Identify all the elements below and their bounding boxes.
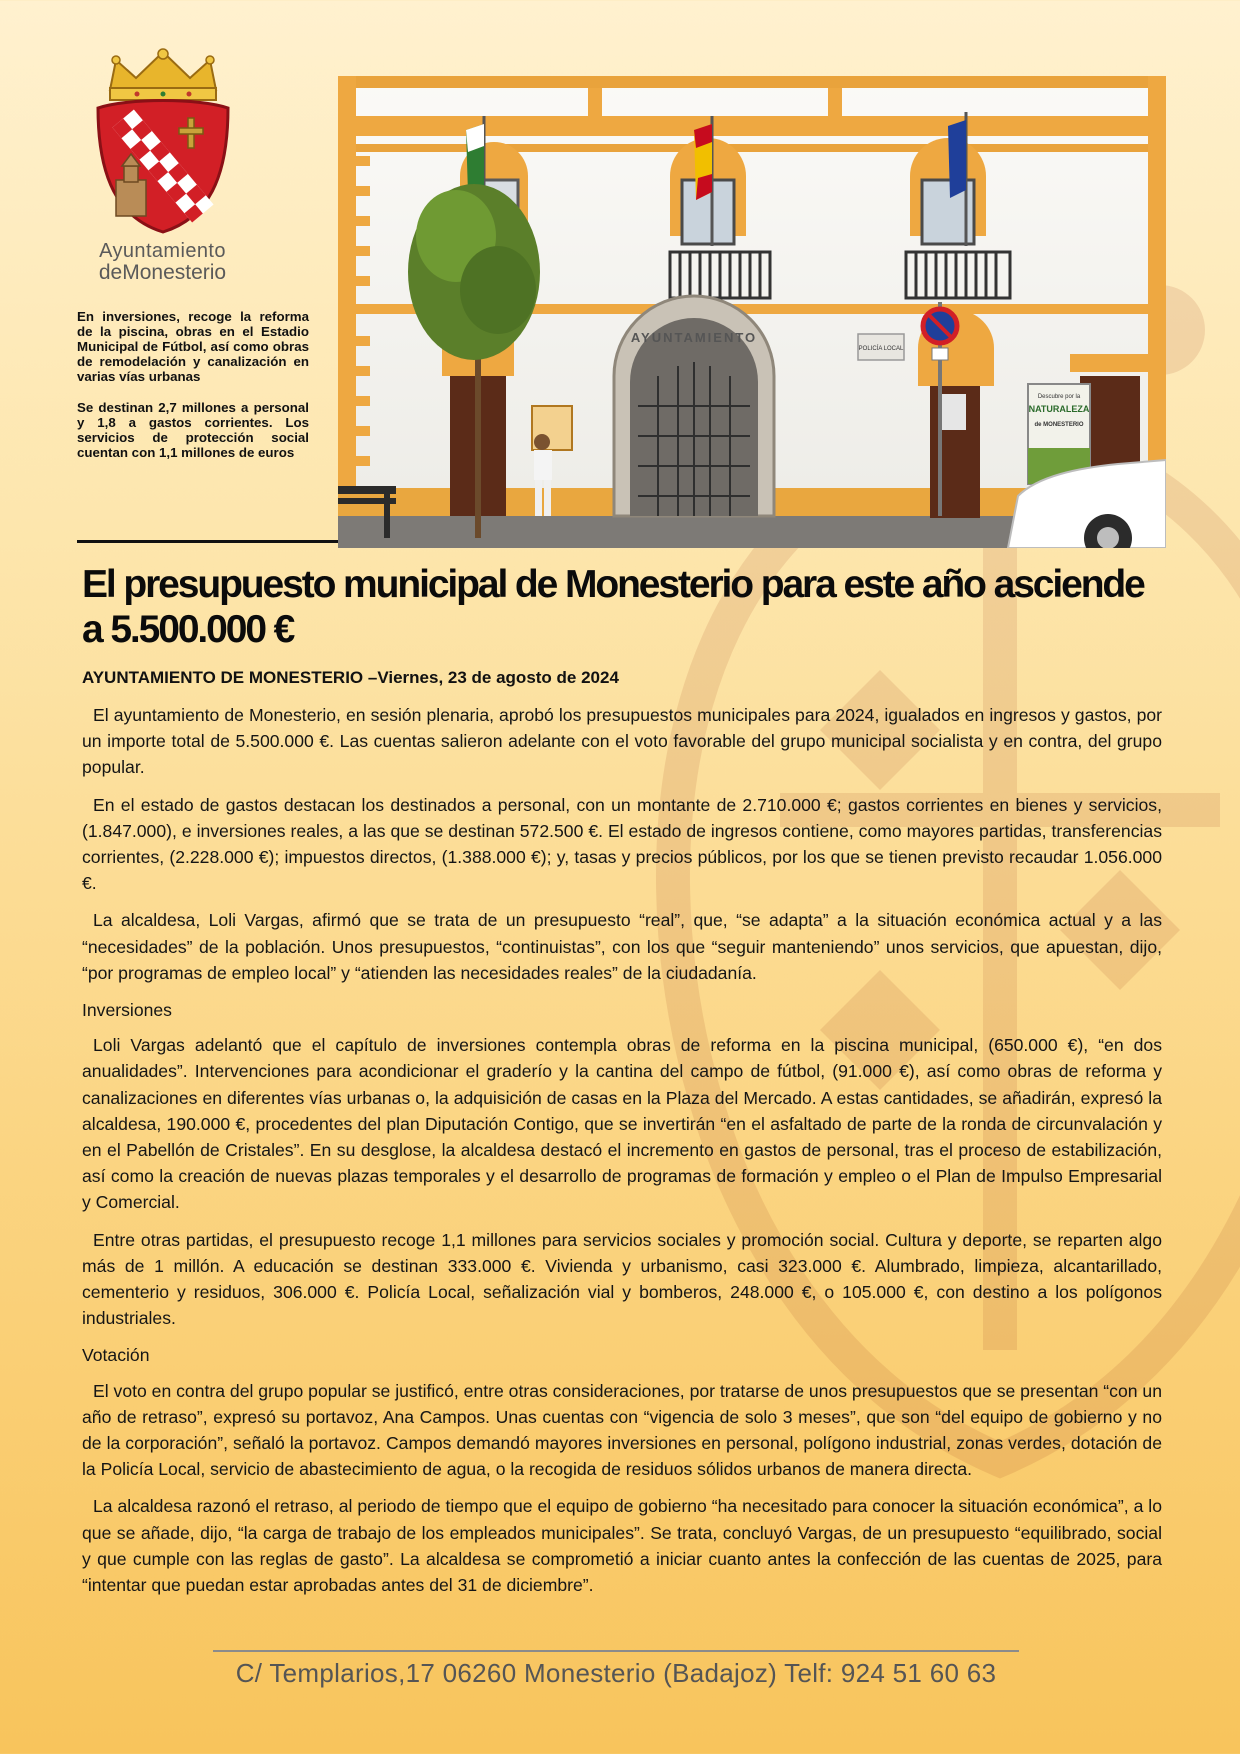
article-dateline: AYUNTAMIENTO DE MONESTERIO –Viernes, 23 de agosto de 2024	[82, 668, 619, 687]
article-paragraph: El ayuntamiento de Monesterio, en sesión plenaria, aprobó los presupuestos municipales para 2024, igualados en ingresos y gastos, por un importe total de 5.500.000 €. Las cuentas salieron adelante con el voto favorable del grupo municipal socialista y en contra, del grupo popular.	[82, 705, 1162, 778]
banner-bottom: de MONESTERIO	[1034, 422, 1084, 428]
police-plaque: POLICÍA LOCAL	[858, 346, 904, 352]
logo-line-1: Ayuntamiento	[99, 240, 226, 262]
banner-top: Descubre por la	[1037, 394, 1081, 400]
sidebar-highlight-1: En inversiones, recoge la reforma de la piscina, obras en el Estadio Municipal de Fútbol, así como obras de remodelación y canalización en varias vías urbanas	[77, 309, 309, 384]
section-heading-inversiones: Inversiones	[82, 1000, 172, 1021]
article-paragraph: Entre otras partidas, el presupuesto recoge 1,1 millones para servicios sociales y promoción social. Cultura y deporte, se reparten algo más de 1 millón. A educación se destinan 333.000 €. Vivienda y urbanismo, casi 323.000 €. Alumbrado, limpieza, alcantarillado, cementerio y residuos, 306.000 €. Policía Local, señalización vial y bomberos, 248.000 €, o 105.000 €, con destino a los polígonos industriales.	[82, 1229, 1162, 1329]
sidebar-highlight-2: Se destinan 2,7 millones a personal y 1,8 a gastos corrientes. Los servicios de protección social cuentan con 1,1 millones de euros	[77, 400, 309, 460]
footer-address: C/ Templarios,17 06260 Monesterio (Badajoz) Telf: 924 51 60 63	[235, 1658, 997, 1688]
coat-of-arms-logo-icon	[88, 48, 238, 238]
article-headline: El presupuesto municipal de Monesterio para este año asciende a 5.500.000 €	[82, 563, 1144, 651]
article-body	[82, 702, 1162, 1609]
town-hall-photo	[338, 76, 1166, 548]
article-paragraph: El voto en contra del grupo popular se justificó, entre otras consideraciones, por tratarse de unos presupuestos que se presentan “con un año de retraso”, expresó su portavoz, Ana Campos. Unas cuentas con “vigencia de solo 3 meses”, que son “del equipo de gobierno y no de la corporación”, señaló la portavoz. Campos demandó mayores inversiones en personal, polígono industrial, zonas verdes, dotación de la Policía Local, servicio de abastecimiento de agua, o la recogida de residuos sólidos urbanos de manera directa.	[82, 1380, 1162, 1480]
sidebar-highlights	[77, 309, 309, 476]
logo-wordmark	[70, 240, 255, 284]
section-heading-votacion: Votación	[82, 1345, 150, 1366]
article-paragraph: En el estado de gastos destacan los destinados a personal, con un montante de 2.710.000 €; gastos corrientes en bienes y servicios, (1.847.000), e inversiones reales, a las que se destinan 572.500 €. El estado de ingresos contiene, como mayores partidas, transferencias corrientes, (2.228.000 €); impuestos directos, (1.388.000 €); y, tasas y precios públicos, por los que se tienen previsto recaudar 1.056.000 €.	[82, 794, 1162, 894]
article-paragraph: La alcaldesa, Loli Vargas, afirmó que se trata de un presupuesto “real”, que, “se adapta” a la situación económica actual y a las “necesidades” de la población. Unos presupuestos, “continuistas”, con los que “seguir manteniendo” unos servicios, que apuestan, dijo, “por programas de empleo local” y “atienden las necesidades reales” de la ciudadanía.	[82, 910, 1162, 983]
article-paragraph: La alcaldesa razonó el retraso, al periodo de tiempo que el equipo de gobierno “ha necesitado para conocer la situación económica”, a lo que se añade, dijo, “la carga de trabajo de los empleados municipales”. Se trata, concluyó Vargas, de un presupuesto “equilibrado, social y que cumple con las reglas de gasto”. La alcaldesa se comprometió a iniciar cuanto antes la confección de las cuentas de 2025, para “intentar que puedan estar aprobadas antes del 31 de diciembre”.	[82, 1496, 1162, 1596]
article-paragraph: Loli Vargas adelantó que el capítulo de inversiones contempla obras de reforma en la piscina municipal, (650.000 €), “en dos anualidades”. Intervenciones para acondicionar el graderío y la cantina del campo de fútbol, (91.000 €), así como obras de reforma y canalizaciones en diferentes vías urbanas o, la adquisición de casas en la Plaza del Mercado. A estas cantidades, se añadirán, expresó la alcaldesa, 190.000 €, procedentes del plan Diputación Contigo, que se invertirán “en el asfaltado de parte de la ronda de circunvalación y en el Pabellón de Cristales”. En su desglose, la alcaldesa destacó el incremento en gastos de personal, tras el proceso de estabilización, así como la creación de nuevas plazas temporales y el desarrollo de programas de formación y empleo o el Plan de Impulso Empresarial y Comercial.	[82, 1035, 1162, 1213]
facade-sign: AYUNTAMIENTO	[630, 330, 758, 345]
logo-line-2: deMonesterio	[98, 261, 227, 284]
banner-main: NATURALEZA	[1028, 404, 1090, 414]
footer-divider	[213, 1650, 1019, 1652]
sidebar-divider	[77, 540, 339, 543]
